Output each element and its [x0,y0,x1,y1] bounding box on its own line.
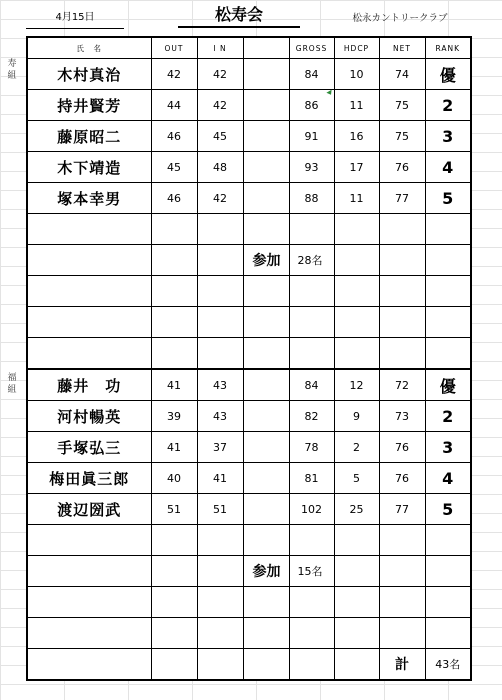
empty-row [27,214,471,245]
col-header-in: I N [197,37,243,59]
out-score: 51 [151,494,197,525]
in-score: 42 [197,90,243,121]
rank-value: 4 [425,463,471,494]
rank-value: 優 [425,59,471,90]
group-label-fuku: 福 組 [7,373,17,395]
blank-cell [243,121,289,152]
gross-score: 91 [289,121,334,152]
out-score: 42 [151,59,197,90]
gross-score: 86 [289,90,334,121]
in-score: 42 [197,183,243,214]
total-row [27,649,471,681]
net-score: 75 [379,90,425,121]
blank-cell [243,401,289,432]
header-row [27,37,471,59]
hdcp-value: 2 [334,432,379,463]
player-name: 渡辺圀武 [27,494,151,525]
table-row [27,463,471,494]
table-row [27,432,471,463]
hdcp-value: 10 [334,59,379,90]
rank-value: 2 [425,401,471,432]
rank-value: 3 [425,432,471,463]
table-row [27,152,471,183]
net-score: 76 [379,463,425,494]
gross-score: 82 [289,401,334,432]
net-score: 72 [379,369,425,401]
gross-score: 84 [289,59,334,90]
out-score: 46 [151,121,197,152]
col-header-hdcp: HDCP [334,37,379,59]
col-header-rank: RANK [425,37,471,59]
rank-value: 優 [425,369,471,401]
out-score: 39 [151,401,197,432]
net-score: 76 [379,152,425,183]
rank-value: 3 [425,121,471,152]
total-count: 43名 [425,649,471,681]
participation-label: 参加 [243,556,289,587]
gross-score: 81 [289,463,334,494]
gross-score: 78 [289,432,334,463]
net-score: 76 [379,432,425,463]
player-name: 持井賢芳 [27,90,151,121]
blank-cell [243,59,289,90]
in-score: 51 [197,494,243,525]
net-score: 73 [379,401,425,432]
hdcp-value: 16 [334,121,379,152]
player-name: 藤井 功 [27,369,151,401]
gross-score: 84 [289,369,334,401]
table-row [27,121,471,152]
hdcp-value: 5 [334,463,379,494]
participation-row [27,556,471,587]
gross-score: 88 [289,183,334,214]
blank-cell [243,90,289,121]
hdcp-value: 25 [334,494,379,525]
hdcp-value: 12 [334,369,379,401]
player-name: 木下靖造 [27,152,151,183]
player-name: 河村暢英 [27,401,151,432]
player-name: 手塚弘三 [27,432,151,463]
empty-row [27,525,471,556]
empty-row [27,618,471,649]
empty-row [27,276,471,307]
col-header-name: 氏 名 [27,37,151,59]
blank-cell [243,183,289,214]
in-score: 41 [197,463,243,494]
table-row [27,494,471,525]
empty-row [27,307,471,338]
net-score: 74 [379,59,425,90]
hdcp-value: 11 [334,90,379,121]
out-score: 45 [151,152,197,183]
net-score: 75 [379,121,425,152]
in-score: 45 [197,121,243,152]
net-score: 77 [379,183,425,214]
out-score: 46 [151,183,197,214]
col-header-blank [243,37,289,59]
blank-cell [243,463,289,494]
blank-cell [243,494,289,525]
player-name: 塚本幸男 [27,183,151,214]
participation-label: 参加 [243,245,289,276]
in-score: 43 [197,401,243,432]
rank-value: 5 [425,183,471,214]
participation-count: 15名 [289,556,334,587]
table-row [27,59,471,90]
gross-score: 93 [289,152,334,183]
hdcp-value: 11 [334,183,379,214]
table-row [27,369,471,401]
score-table [26,36,472,681]
col-header-out: OUT [151,37,197,59]
out-score: 41 [151,432,197,463]
blank-cell [243,152,289,183]
participation-count: 28名 [289,245,334,276]
rank-value: 2 [425,90,471,121]
in-score: 48 [197,152,243,183]
hdcp-value: 9 [334,401,379,432]
out-score: 40 [151,463,197,494]
out-score: 44 [151,90,197,121]
table-row [27,90,471,121]
rank-value: 5 [425,494,471,525]
blank-cell [243,369,289,401]
empty-row [27,587,471,618]
player-name: 藤原昭二 [27,121,151,152]
rank-value: 4 [425,152,471,183]
gross-score: 102 [289,494,334,525]
player-name: 木村真治 [27,59,151,90]
total-label: 計 [379,649,425,681]
net-score: 77 [379,494,425,525]
in-score: 42 [197,59,243,90]
col-header-net: NET [379,37,425,59]
blank-cell [243,432,289,463]
event-date: 4月15日 [26,8,124,29]
player-name: 梅田眞三郎 [27,463,151,494]
out-score: 41 [151,369,197,401]
table-row [27,401,471,432]
event-title: 松寿会 [178,4,300,28]
participation-row [27,245,471,276]
group-label-kotobuki: 寿 組 [7,59,17,81]
in-score: 43 [197,369,243,401]
hdcp-value: 17 [334,152,379,183]
in-score: 37 [197,432,243,463]
col-header-gross: GROSS [289,37,334,59]
empty-row [27,338,471,370]
club-name: 松永カントリークラブ [352,13,448,24]
table-row [27,183,471,214]
